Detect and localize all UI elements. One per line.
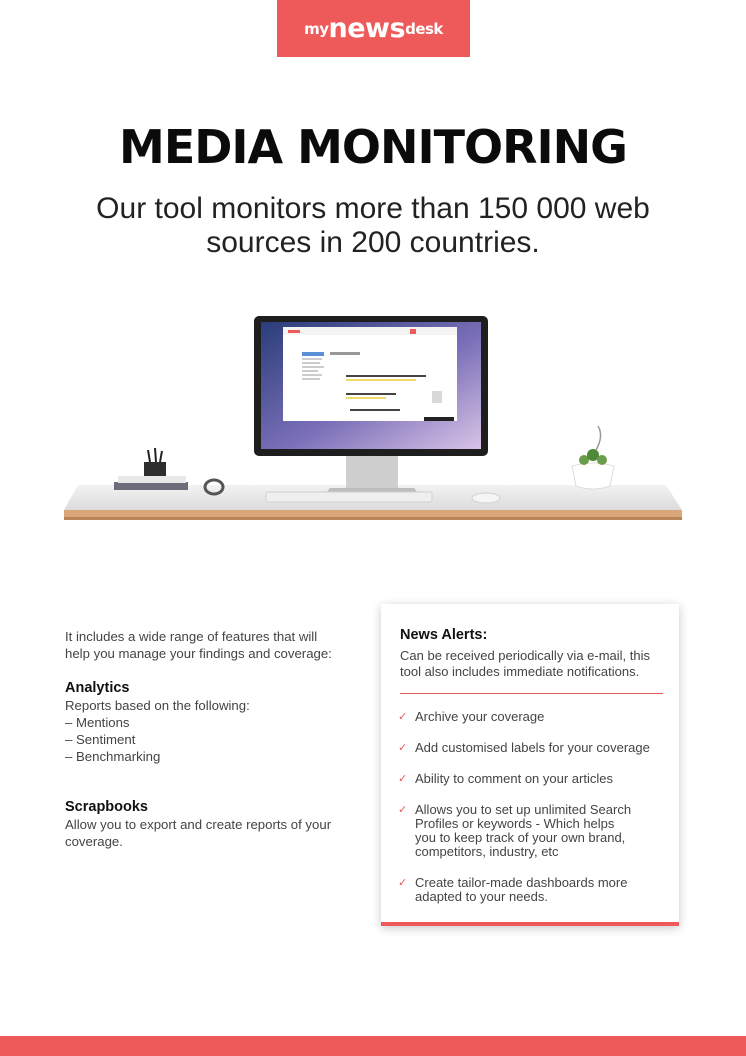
feature-list [398, 710, 668, 921]
analytics-item: – Benchmarking [65, 749, 161, 764]
feature-text: Archive your coverage [415, 709, 545, 724]
feature-item [398, 772, 668, 786]
subtitle-line-2: sources in 200 countries. [206, 226, 540, 259]
news-alerts-heading: News Alerts: [400, 627, 488, 643]
feature-text: Allows you to set up unlimited Search [415, 802, 632, 817]
feature-text: Ability to comment on your articles [415, 771, 613, 786]
news-alerts-line-1: Can be received periodically via e-mail, this [400, 648, 651, 663]
mynewsdesk-logo [277, 0, 470, 57]
page-title: MEDIA MONITORING [119, 120, 627, 174]
feature-text: you to keep track of your own brand, [415, 830, 626, 845]
feature-text: Create tailor-made dashboards more [415, 875, 628, 890]
scrapbooks-line-2: coverage. [65, 834, 123, 849]
checkmark-icon: ✓ [398, 877, 408, 889]
news-alerts-line-2: tool also includes immediate notifications. [400, 664, 640, 679]
scrapbooks-heading: Scrapbooks [65, 799, 148, 815]
news-alerts-description [400, 648, 670, 680]
feature-text: adapted to your needs. [415, 889, 548, 904]
analytics-item: – Mentions [65, 715, 130, 730]
logo-news: news [328, 13, 406, 44]
analytics-item: – Sentiment [65, 732, 136, 747]
intro-line-2: help you manage your findings and coverage: [65, 646, 332, 661]
feature-item [398, 803, 668, 859]
checkmark-icon: ✓ [398, 711, 408, 723]
logo-my: my [304, 19, 329, 38]
feature-text: competitors, industry, etc [415, 844, 559, 859]
footer-bar [0, 1036, 746, 1056]
feature-item [398, 741, 668, 755]
checkmark-icon: ✓ [398, 804, 408, 816]
scrapbooks-line-1: Allow you to export and create reports of your [65, 817, 332, 832]
feature-item [398, 710, 668, 724]
checkmark-icon: ✓ [398, 773, 408, 785]
analytics-heading: Analytics [65, 680, 130, 696]
page-subtitle [73, 192, 673, 260]
features-intro-column [65, 628, 355, 850]
feature-text: Add customised labels for your coverage [415, 740, 650, 755]
logo-desk: desk [405, 19, 443, 38]
checkmark-icon: ✓ [398, 742, 408, 754]
feature-text: Profiles or keywords - Which helps [415, 816, 615, 831]
divider [400, 693, 663, 694]
intro-line-1: It includes a wide range of features that will [65, 629, 318, 644]
analytics-lead: Reports based on the following: [65, 698, 250, 713]
news-alerts-card [381, 604, 679, 926]
feature-item [398, 876, 668, 904]
subtitle-line-1: Our tool monitors more than 150 000 web [96, 192, 650, 225]
desk-computer-illustration [60, 300, 686, 530]
